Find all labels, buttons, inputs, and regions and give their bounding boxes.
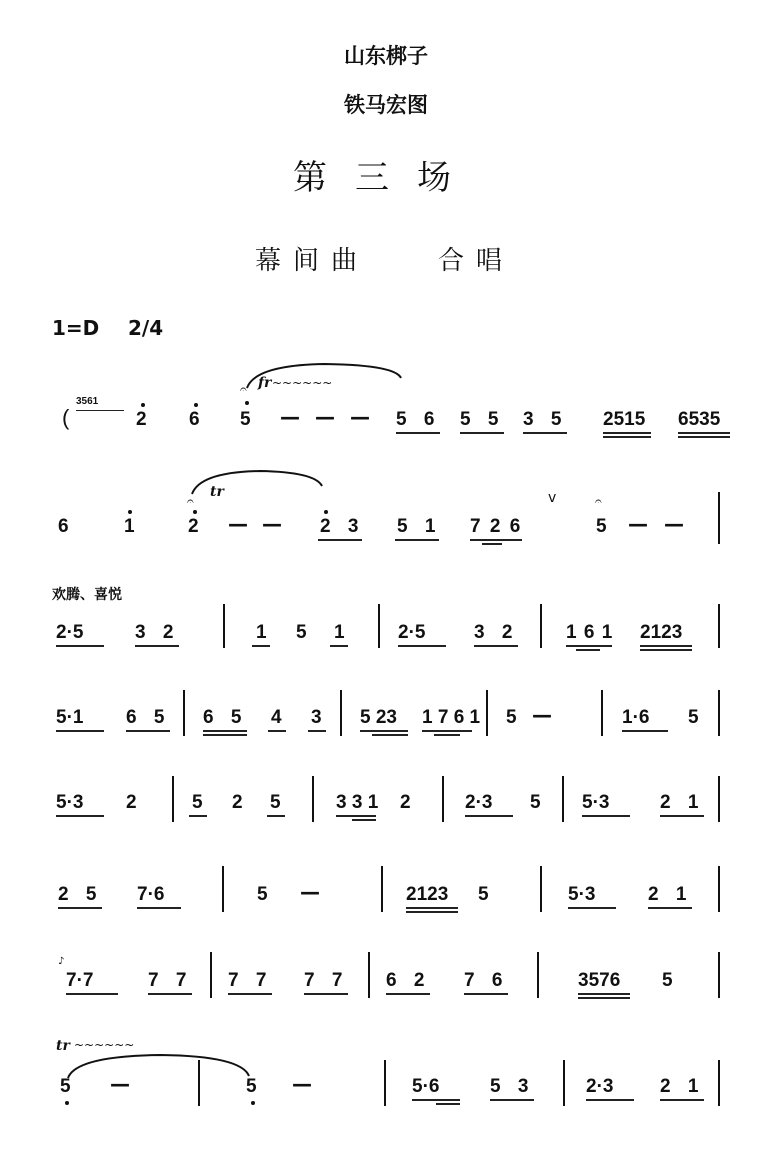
note: 2 <box>136 409 147 430</box>
note-group: 2123 <box>406 884 449 905</box>
note-group: 3 2 <box>135 622 180 643</box>
note-group: 5·3 <box>56 792 84 813</box>
note: 6 <box>189 409 200 430</box>
section-name: 幕间曲 <box>255 246 370 276</box>
note: 5 <box>60 1076 71 1097</box>
section-voice: 合唱 <box>438 246 515 276</box>
note-group: 2 5 <box>58 884 103 905</box>
note: 5 <box>246 1076 257 1097</box>
fermata-icon: 𝄐 <box>240 382 247 396</box>
note-group: 5·3 <box>582 792 610 813</box>
grace-mark-icon: ♪ <box>58 956 65 967</box>
note: 5 <box>506 707 517 728</box>
note-group: 5·3 <box>568 884 596 905</box>
note-group: 1·6 <box>622 707 650 728</box>
note-group: 1 7 6 1 <box>422 707 481 728</box>
trill-mark: tr <box>210 484 224 500</box>
slur <box>66 1050 256 1080</box>
trill-mark: fr <box>258 375 272 391</box>
note-group: 5·1 <box>56 707 84 728</box>
scene-title: 第三场 <box>293 158 479 198</box>
note-group: 2 3 <box>320 516 365 537</box>
note: 5 <box>662 970 673 991</box>
note-group: 5 23 <box>360 707 397 728</box>
fermata-icon: 𝄐 <box>187 494 194 508</box>
note-group: 3576 <box>578 970 621 991</box>
note-group: 5·6 <box>412 1076 440 1097</box>
note-group: 2 1 <box>648 884 693 905</box>
note: 5 <box>596 516 607 537</box>
note: 5 <box>530 792 541 813</box>
note-group: 5 6 <box>396 409 441 430</box>
note-group: 5 1 <box>397 516 442 537</box>
note: 5 <box>688 707 699 728</box>
breath-mark: v <box>548 490 557 506</box>
note-group: 7·7 <box>66 970 94 991</box>
note-group: 7 7 <box>148 970 193 991</box>
note-group: 7 2 6 <box>470 516 523 537</box>
note: 5 <box>240 409 251 430</box>
note-group: 1 6 1 <box>566 622 614 643</box>
note: 1 <box>124 516 135 537</box>
note-group: 6 5 <box>126 707 171 728</box>
tempo-marking: 欢腾、喜悦 <box>52 587 122 603</box>
slur <box>245 360 405 390</box>
note-group: 2·5 <box>56 622 84 643</box>
note: 5 <box>478 884 489 905</box>
note-group: 7 7 <box>228 970 273 991</box>
fermata-icon: 𝄐 <box>595 494 602 508</box>
note-group: 2515 <box>603 409 646 430</box>
note-group: 2 1 <box>660 792 705 813</box>
note-group: 2·5 <box>398 622 426 643</box>
note: 2 <box>188 516 199 537</box>
note-group: 5 3 <box>490 1076 535 1097</box>
note-group: 2 1 <box>660 1076 705 1097</box>
note: 5 <box>270 792 281 813</box>
key-signature: 1=D <box>52 316 100 340</box>
note: 2 <box>232 792 243 813</box>
note-group: 7 7 <box>304 970 349 991</box>
note: 5 <box>192 792 203 813</box>
note-group: 2·3 <box>586 1076 614 1097</box>
note: 1 <box>256 622 267 643</box>
note-group: 7·6 <box>137 884 165 905</box>
note-group: 7 6 <box>464 970 509 991</box>
grace-notes: 3561 <box>76 396 99 407</box>
note-group: 2123 <box>640 622 683 643</box>
note-group: 6 2 <box>386 970 431 991</box>
note: 6 <box>58 516 69 537</box>
time-signature: 2/4 <box>128 316 164 340</box>
note: 5 <box>296 622 307 643</box>
note-group: 3 2 <box>474 622 519 643</box>
note-group: 6 5 <box>203 707 248 728</box>
note-group: 2·3 <box>465 792 493 813</box>
note-group: 3 5 <box>523 409 568 430</box>
trill-mark: tr <box>56 1038 70 1054</box>
genre-title: 山东梆子 <box>344 44 428 68</box>
note-group: 3 3 1 <box>336 792 379 813</box>
note-group: 6535 <box>678 409 721 430</box>
note: 1 <box>334 622 345 643</box>
note-group: 5 5 <box>460 409 505 430</box>
piece-title: 铁马宏图 <box>344 93 428 117</box>
slur <box>190 466 330 496</box>
note: 3 <box>311 707 322 728</box>
note: 2 <box>400 792 411 813</box>
note: 2 <box>126 792 137 813</box>
note: 5 <box>257 884 268 905</box>
note: 4 <box>271 707 282 728</box>
